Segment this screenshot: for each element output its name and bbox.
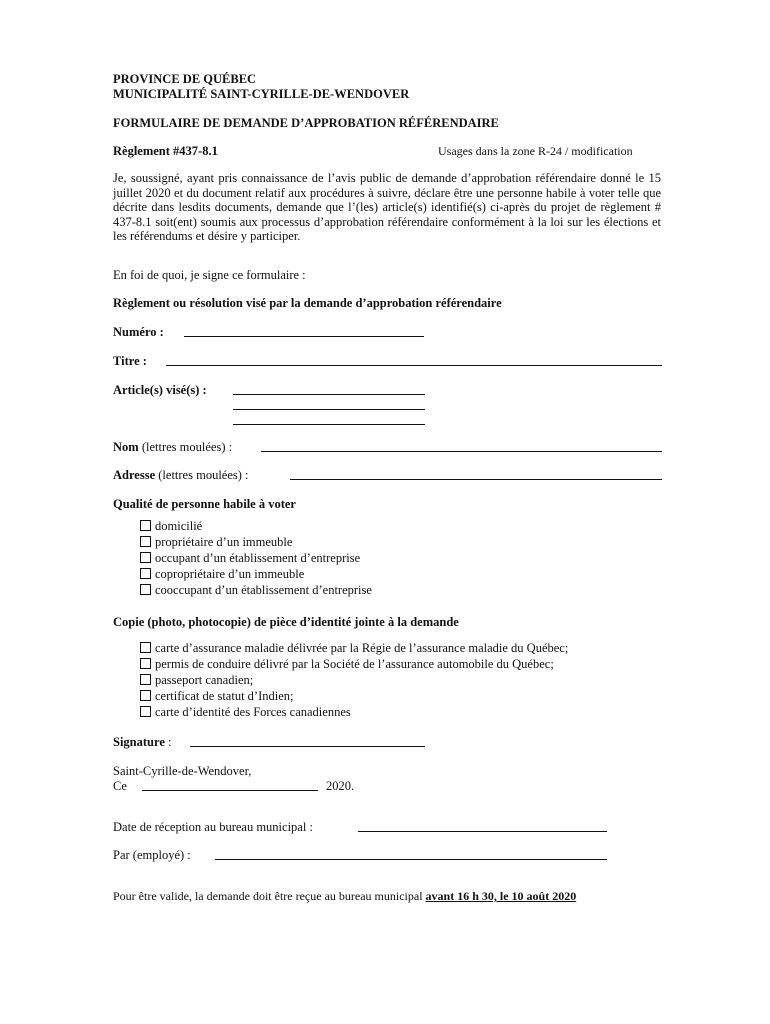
date-field[interactable] [142,779,318,795]
reglement-number: Règlement #437-8.1 [113,144,218,158]
signature-field[interactable] [190,735,425,751]
footer-note: Pour être valide, la demande doit être reçue au bureau municipal avant 16 h 30, le 10 août 2020 [113,889,577,903]
qualite-option-coproprietaire[interactable]: copropriétaire d’un immeuble [140,566,372,582]
section-copie-heading: Copie (photo, photocopie) de pièce d’identité jointe à la demande [113,615,459,629]
checkbox[interactable] [140,584,151,595]
employee-field[interactable] [215,848,607,864]
qualite-option-proprietaire[interactable]: propriétaire d’un immeuble [140,534,372,550]
id-option-forces-canadiennes[interactable]: carte d’identité des Forces canadiennes [140,704,568,720]
numero-field[interactable] [184,325,424,341]
id-option-assurance-maladie[interactable]: carte d’assurance maladie délivrée par la Régie de l’assurance maladie du Québec; [140,640,568,656]
checkbox[interactable] [140,706,151,717]
reglement-subject: Usages dans la zone R-24 / modification [438,144,633,158]
checkbox[interactable] [140,674,151,685]
article-field-1[interactable] [233,383,425,399]
checkbox[interactable] [140,552,151,563]
date-year: 2020. [326,779,355,793]
titre-field[interactable] [166,354,662,370]
nom-field[interactable] [261,440,662,456]
id-option-passeport[interactable]: passeport canadien; [140,672,568,688]
adresse-field[interactable] [290,468,662,484]
sign-statement: En foi de quoi, je signe ce formulaire : [113,268,306,282]
place-text: Saint-Cyrille-de-Wendover, [113,764,252,778]
titre-label: Titre : [113,354,147,368]
footer-deadline: avant 16 h 30, le 10 août 2020 [425,889,577,903]
checkbox[interactable] [140,520,151,531]
numero-label: Numéro : [113,325,164,339]
adresse-label: Adresse (lettres moulées) : [113,468,249,482]
form-title: FORMULAIRE DE DEMANDE D’APPROBATION RÉFÉRENDAIRE [113,116,499,130]
nom-label: Nom (lettres moulées) : [113,440,233,454]
section-qualite-heading: Qualité de personne habile à voter [113,497,296,511]
checkbox[interactable] [140,658,151,669]
intro-paragraph: Je, soussigné, ayant pris connaissance de l’avis public de demande d’approbation référendaire donné le 15 juillet 2020 et du document relatif aux procédures à suivre, déclare être une personne habile à voter telle que décrite dans lesdits documents, demande que l’(les) article(s) identifié(s) ci-après du projet de règlement # 437-8.1 soit(ent) soumis aux processus d’approbation référendaire conformément à la loi sur les élections et les référendums et désire y participer. [113,171,661,243]
signature-label: Signature : [113,735,172,749]
checkbox[interactable] [140,642,151,653]
checkbox[interactable] [140,568,151,579]
qualite-option-domicilie[interactable]: domicilié [140,518,372,534]
checkbox[interactable] [140,536,151,547]
municipality-heading: MUNICIPALITÉ SAINT-CYRILLE-DE-WENDOVER [113,87,410,101]
reception-field[interactable] [358,820,607,836]
reception-label: Date de réception au bureau municipal : [113,820,313,834]
id-option-permis-conduire[interactable]: permis de conduire délivré par la Société de l’assurance automobile du Québec; [140,656,568,672]
article-field-2[interactable] [233,398,425,414]
qualite-option-cooccupant[interactable]: cooccupant d’un établissement d’entreprise [140,582,372,598]
checkbox[interactable] [140,690,151,701]
qualite-options [140,518,372,598]
qualite-option-occupant[interactable]: occupant d’un établissement d’entreprise [140,550,372,566]
section-reglement-heading: Règlement ou résolution visé par la demande d’approbation référendaire [113,296,502,310]
id-options [140,640,568,720]
date-prefix: Ce [113,779,127,793]
province-heading: PROVINCE DE QUÉBEC [113,72,257,86]
articles-label: Article(s) visé(s) : [113,383,207,397]
employee-label: Par (employé) : [113,848,191,862]
id-option-statut-indien[interactable]: certificat de statut d’Indien; [140,688,568,704]
article-field-3[interactable] [233,413,425,429]
